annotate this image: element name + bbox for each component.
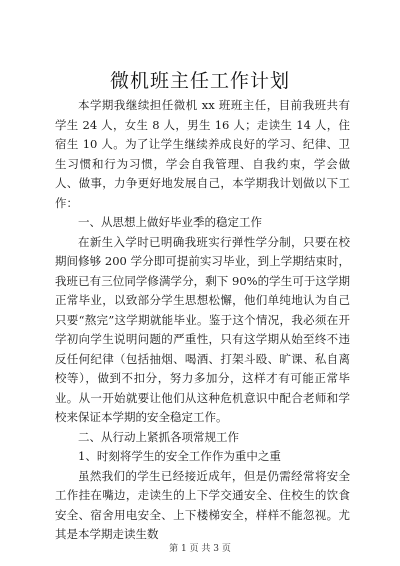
subsection-1-paragraph: 虽然我们的学生已经接近成年，但是仍需经常将安全工作挂在嘴边，走读生的上下学交通安全、住校生的饮食安全、宿舍用电安全、上下楼梯安全，样样不能忽视。尤其是本学期走读生数 xyxy=(55,468,350,541)
document-body xyxy=(55,96,350,545)
page-number-footer: 第 1 页 共 3 页 xyxy=(169,544,231,554)
subsection-heading-1: 1、时刻将学生的安全工作作为重中之重 xyxy=(78,449,281,463)
section-heading-1: 一、从思想上做好毕业季的稳定工作 xyxy=(78,215,262,229)
section-1-paragraph: 在新生入学时已明确我班实行弹性学分制，只要在校期间修够 200 学分即可提前实习毕业，到上学期结束时，我班已有三位同学修满学分，剩下 90%的学生可于这学期正常毕业，以致部分学生思想松懈，他们单纯地认为自己只要“熬完”这学期就能毕业。鉴于这个情况，我必须在开学初向学生说明问题的严重性，只有这学期从始至终不违反任何纪律（包括抽烟、喝酒、打架斗殴、旷课、私自离校等），做到不扣分，努力多加分，这样才有可能正常毕业。从一开始就要让他们从这种危机意识中配合老师和学校来保证本学期的安全稳定工作。 xyxy=(55,234,350,424)
intro-paragraph: 本学期我继续担任微机 xx 班班主任，目前我班共有学生 24 人，女生 8 人，男生 16 人；走读生 14 人，住宿生 10 人。为了让学生继续养成良好的学习、纪律、卫生习惯和行为习惯，学会自我管理、自我约束，学会做人、做事，力争更好地发展自己，本学期我计划做以下工作： xyxy=(55,98,350,210)
document-title: 微机班主任工作计划 xyxy=(109,70,290,92)
section-heading-2: 二、从行动上紧抓各项常规工作 xyxy=(78,429,239,444)
